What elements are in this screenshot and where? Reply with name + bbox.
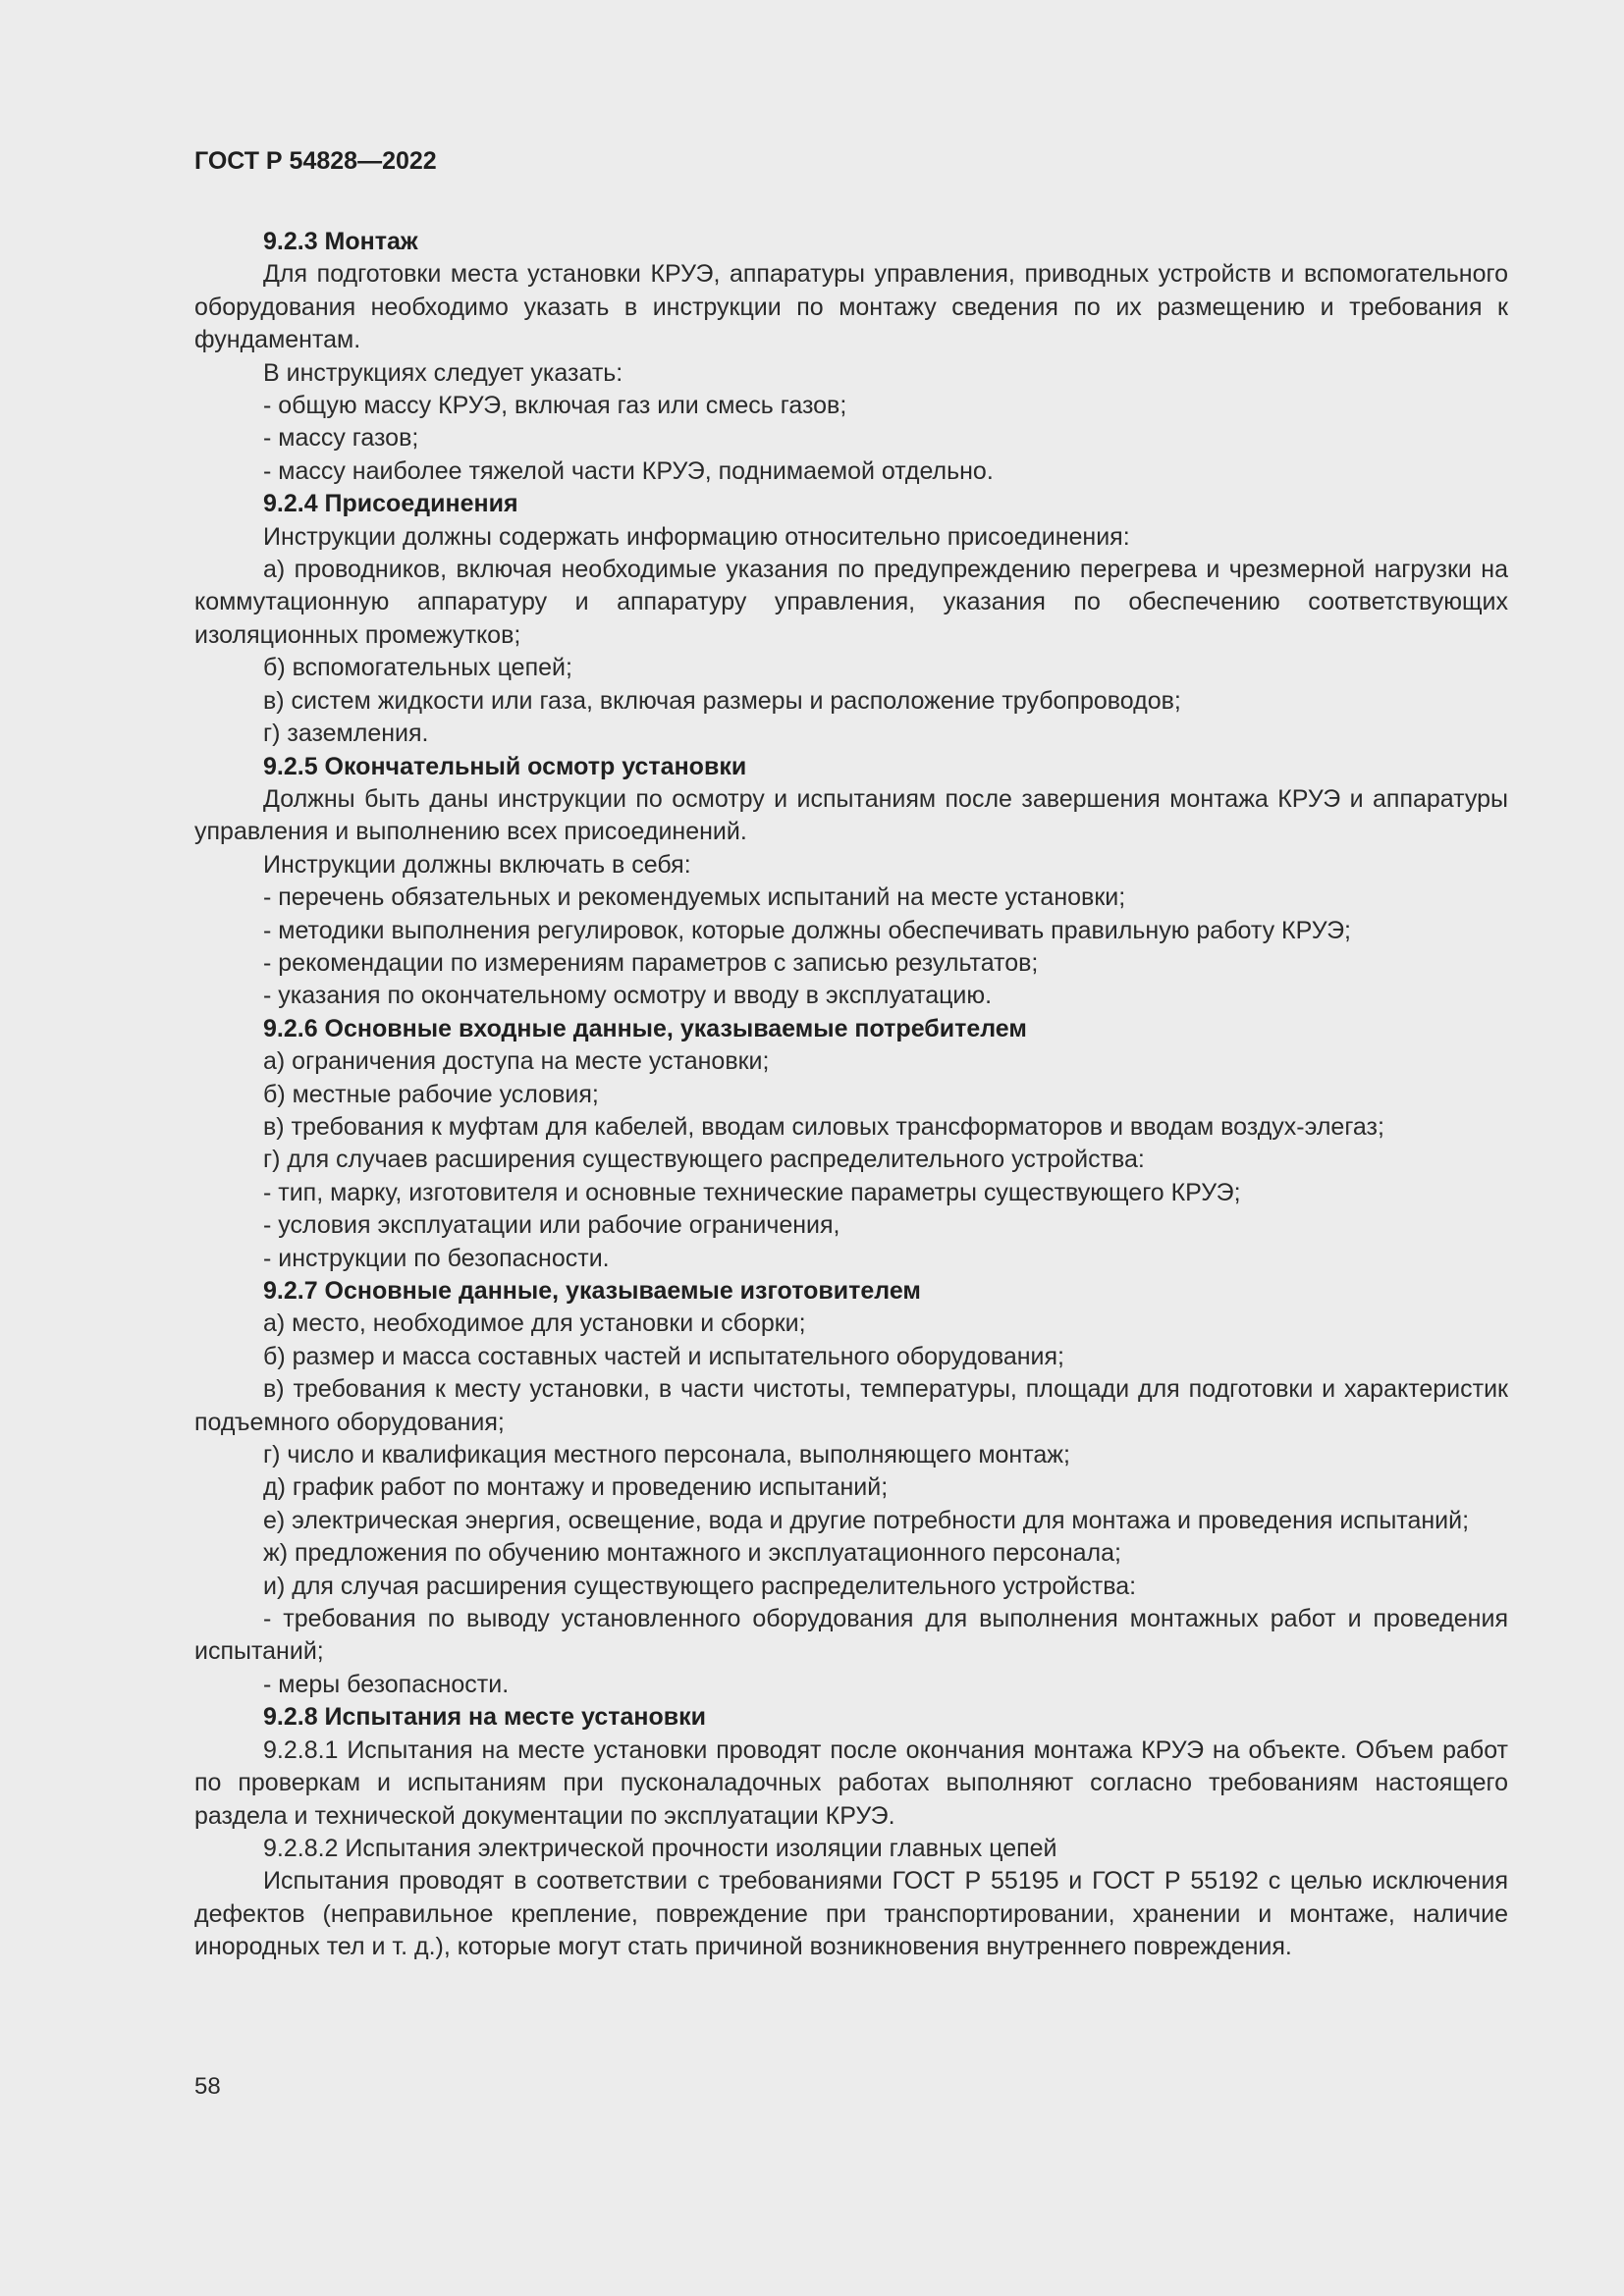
paragraph: в) требования к месту установки, в части чистоты, температуры, площади для подготовки и характеристик подъемного оборудования; — [194, 1375, 1508, 1436]
paragraph: - массу газов; — [263, 424, 419, 453]
page-number: 58 — [194, 2073, 221, 2100]
paragraph: а) место, необходимое для установки и сборки; — [263, 1309, 806, 1338]
paragraph: в) требования к муфтам для кабелей, вводам силовых трансформаторов и вводам воздух-элегаз; — [263, 1112, 1384, 1141]
paragraph: г) число и квалификация местного персонала, выполняющего монтаж; — [263, 1441, 1070, 1469]
paragraph: - тип, марку, изготовителя и основные технические параметры существующего КРУЭ; — [263, 1178, 1241, 1206]
paragraph: б) местные рабочие условия; — [263, 1080, 599, 1108]
paragraph: и) для случая расширения существующего распределительного устройства: — [263, 1572, 1137, 1600]
paragraph: ж) предложения по обучению монтажного и эксплуатационного персонала; — [263, 1539, 1121, 1568]
section-heading: 9.2.3 Монтаж — [263, 228, 418, 255]
paragraph: а) проводников, включая необходимые указания по предупреждению перегрева и чрезмерной нагрузки на коммутационную аппаратуру и аппаратуру управления, указания по обеспечению соответствующих изоляционных промежутков; — [194, 556, 1508, 649]
paragraph: г) заземления. — [263, 720, 429, 748]
paragraph: Испытания проводят в соответствии с требованиями ГОСТ Р 55195 и ГОСТ Р 55192 с целью исключения дефектов (неправильное крепление, повреждение при транспортировании, хранении и монтаже, наличие инородных тел и т. д.), которые могут стать причиной возникновения внутреннего повреждения. — [194, 1867, 1508, 1961]
paragraph: Инструкции должны содержать информацию относительно присоединения: — [263, 522, 1130, 551]
section-heading: 9.2.6 Основные входные данные, указываемые потребителем — [263, 1014, 1027, 1042]
paragraph: 9.2.8.1 Испытания на месте установки проводят после окончания монтажа КРУЭ на объекте. Объем работ по проверкам и испытаниям при пусконаладочных работах выполняют согласно требованиям настоящего раздела и технической документации по эксплуатации КРУЭ. — [194, 1735, 1508, 1830]
paragraph: е) электрическая энергия, освещение, вода и другие потребности для монтажа и проведения испытаний; — [263, 1506, 1470, 1534]
paragraph: - инструкции по безопасности. — [263, 1244, 610, 1272]
section-heading: 9.2.7 Основные данные, указываемые изготовителем — [263, 1277, 921, 1305]
paragraph: Должны быть даны инструкции по осмотру и испытаниям после завершения монтажа КРУЭ и аппаратуры управления и выполнению всех присоединений. — [194, 784, 1508, 846]
paragraph: Инструкции должны включать в себя: — [263, 850, 691, 879]
paragraph: - рекомендации по измерениям параметров с записью результатов; — [263, 948, 1039, 977]
paragraph: Для подготовки места установки КРУЭ, аппаратуры управления, приводных устройств и вспомогательного оборудования необходимо указать в инструкции по монтажу сведения по их размещению и требования к фундаментам. — [194, 260, 1508, 354]
document-page — [194, 0, 1508, 2296]
paragraph: а) ограничения доступа на месте установки; — [263, 1047, 770, 1076]
paragraph: - требования по выводу установленного оборудования для выполнения монтажных работ и проведения испытаний; — [194, 1605, 1508, 1666]
paragraph: 9.2.8.2 Испытания электрической прочности изоляции главных цепей — [263, 1834, 1057, 1862]
document-body — [194, 226, 1508, 1964]
paragraph: - меры безопасности. — [263, 1670, 510, 1698]
section-heading: 9.2.8 Испытания на месте установки — [263, 1703, 706, 1732]
section-heading: 9.2.5 Окончательный осмотр установки — [263, 752, 747, 780]
paragraph: - общую массу КРУЭ, включая газ или смесь газов; — [263, 392, 847, 420]
paragraph: - массу наиболее тяжелой части КРУЭ, поднимаемой отдельно. — [263, 456, 994, 485]
document-code-header: ГОСТ Р 54828—2022 — [194, 147, 437, 175]
paragraph: г) для случаев расширения существующего распределительного устройства: — [263, 1146, 1145, 1174]
section-heading: 9.2.4 Присоединения — [263, 490, 518, 518]
paragraph: д) график работ по монтажу и проведению испытаний; — [263, 1473, 889, 1502]
paragraph: - указания по окончательному осмотру и вводу в эксплуатацию. — [263, 982, 993, 1010]
paragraph: В инструкциях следует указать: — [263, 358, 623, 387]
paragraph: - методики выполнения регулировок, которые должны обеспечивать правильную работу КРУЭ; — [263, 916, 1351, 944]
paragraph: б) вспомогательных цепей; — [263, 654, 572, 682]
paragraph: - перечень обязательных и рекомендуемых испытаний на месте установки; — [263, 883, 1126, 912]
paragraph: б) размер и масса составных частей и испытательного оборудования; — [263, 1342, 1065, 1370]
paragraph: в) систем жидкости или газа, включая размеры и расположение трубопроводов; — [263, 686, 1181, 715]
paragraph: - условия эксплуатации или рабочие ограничения, — [263, 1211, 840, 1240]
